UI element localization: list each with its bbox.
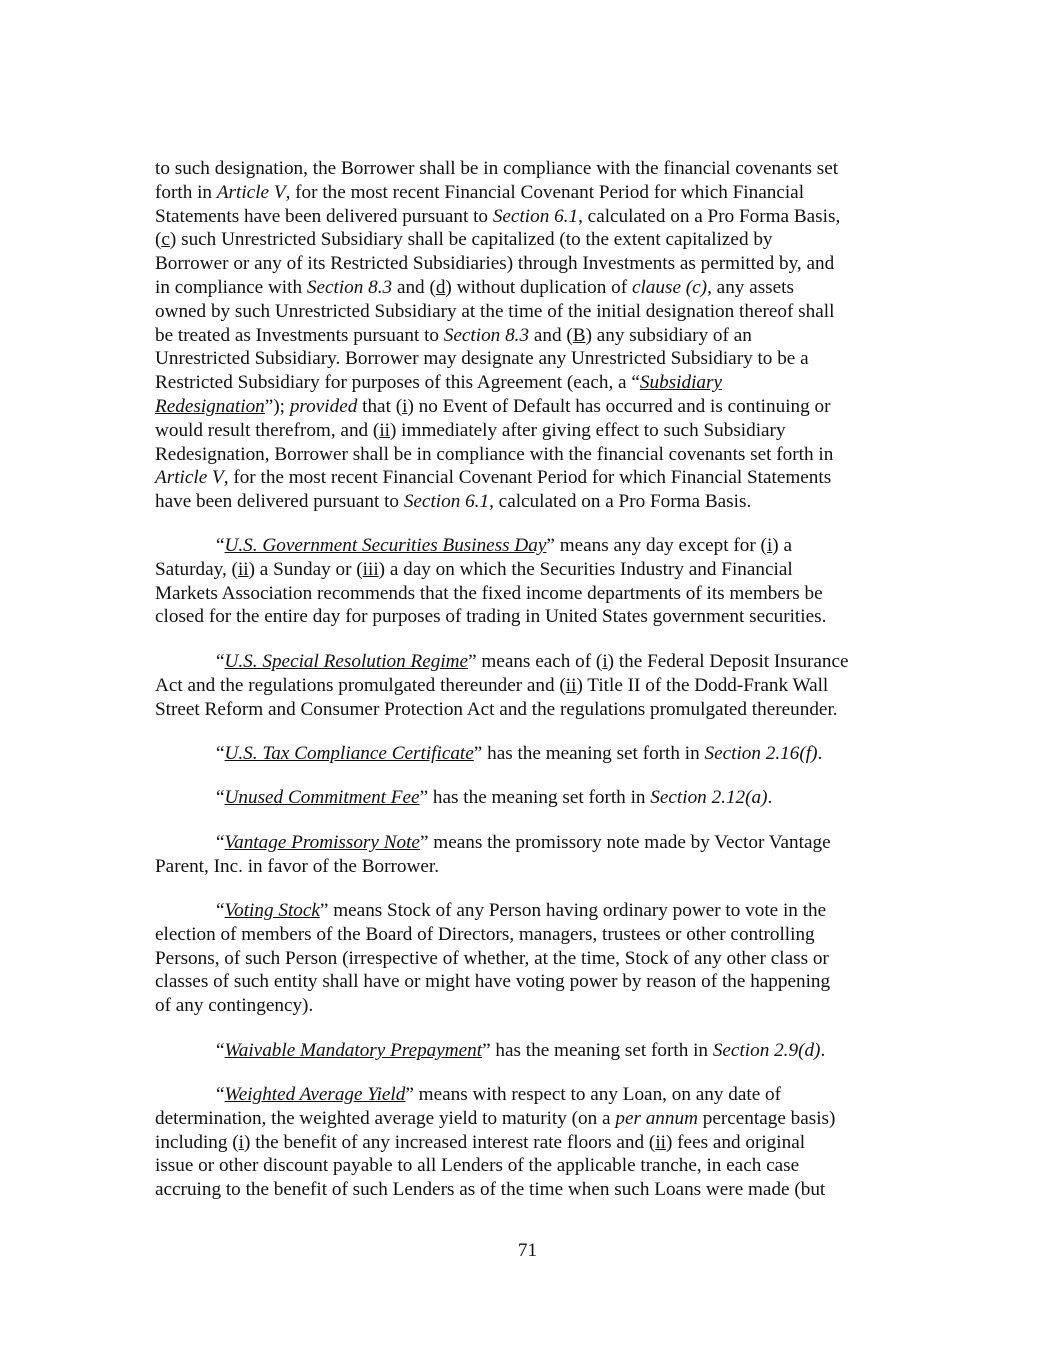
defined-term: Redesignation <box>155 395 265 417</box>
text-line: “U.S. Tax Compliance Certificate” has the meaning set forth in Section 2.16(f). <box>216 743 823 764</box>
text-line: Redesignation”); provided that (i) no Event of Default has occurred and is continuing or <box>155 395 831 417</box>
text-line: closed for the entire day for purposes of trading in United States government securities. <box>155 606 827 628</box>
text-line: Street Reform and Consumer Protection Act and the regulations promulgated thereunder. <box>155 698 838 720</box>
text-line: have been delivered pursuant to Section 6.1, calculated on a Pro Forma Basis. <box>155 491 752 513</box>
text-line: Unrestricted Subsidiary. Borrower may designate any Unrestricted Subsidiary to be a <box>155 348 809 370</box>
text-line: issue or other discount payable to all Lenders of the applicable tranche, in each case <box>155 1155 800 1177</box>
text-line: Act and the regulations promulgated thereunder and (ii) Title II of the Dodd-Frank Wall <box>155 674 829 696</box>
text-line: accruing to the benefit of such Lenders as of the time when such Loans were made (but <box>155 1179 826 1201</box>
text-line: “U.S. Government Securities Business Day” means any day except for (i) a <box>216 535 792 556</box>
definition-vantage-promissory-note <box>155 831 900 879</box>
text-line: forth in Article V, for the most recent Financial Covenant Period for which Financial <box>155 181 805 203</box>
definition-us-tax-compliance-certificate <box>155 742 900 766</box>
text-line: Restricted Subsidiary for purposes of this Agreement (each, a “Subsidiary <box>155 372 722 394</box>
text-line: Parent, Inc. in favor of the Borrower. <box>155 855 439 877</box>
text-line: Statements have been delivered pursuant to Section 6.1, calculated on a Pro Forma Basis, <box>155 205 841 227</box>
text-line: “Vantage Promissory Note” means the promissory note made by Vector Vantage <box>216 832 831 853</box>
text-line: owned by such Unrestricted Subsidiary at the time of the initial designation thereof shall <box>155 300 835 322</box>
definition-weighted-average-yield <box>155 1083 900 1202</box>
text-line: Persons, of such Person (irrespective of whether, at the time, Stock of any other class or <box>155 947 829 969</box>
text-line: to such designation, the Borrower shall be in compliance with the financial covenants set <box>155 158 839 179</box>
definition-unused-commitment-fee <box>155 786 900 810</box>
text-line: “Weighted Average Yield” means with respect to any Loan, on any date of <box>216 1084 781 1105</box>
text-line: “Unused Commitment Fee” has the meaning set forth in Section 2.12(a). <box>216 787 773 808</box>
definition-voting-stock <box>155 899 900 1018</box>
defined-term: Waivable Mandatory Prepayment <box>224 1040 483 1061</box>
text-line: “Voting Stock” means Stock of any Person having ordinary power to vote in the <box>216 900 827 921</box>
defined-term: Vantage Promissory Note <box>224 832 420 853</box>
defined-term: Weighted Average Yield <box>224 1084 406 1105</box>
text-line: “U.S. Special Resolution Regime” means each of (i) the Federal Deposit Insurance <box>216 651 849 672</box>
defined-term: U.S. Special Resolution Regime <box>224 651 469 672</box>
defined-term: U.S. Tax Compliance Certificate <box>224 743 474 764</box>
text-line: (c) such Unrestricted Subsidiary shall be capitalized (to the extent capitalized by <box>155 229 773 251</box>
text-line: Borrower or any of its Restricted Subsidiaries) through Investments as permitted by, and <box>155 253 835 275</box>
definition-waivable-mandatory-prepayment <box>155 1039 900 1063</box>
text-line: of any contingency). <box>155 995 314 1017</box>
text-line: Markets Association recommends that the fixed income departments of its members be <box>155 582 823 604</box>
text-line: “Waivable Mandatory Prepayment” has the meaning set forth in Section 2.9(d). <box>216 1040 826 1061</box>
text-line: determination, the weighted average yield to maturity (on a per annum percentage basis) <box>155 1107 836 1129</box>
defined-term: U.S. Government Securities Business Day <box>224 535 547 556</box>
page-number: 71 <box>517 1240 538 1261</box>
text-line: Article V, for the most recent Financial Covenant Period for which Financial Statements <box>155 467 832 489</box>
text-line: including (i) the benefit of any increased interest rate floors and (ii) fees and original <box>155 1131 806 1153</box>
text-line: would result therefrom, and (ii) immediately after giving effect to such Subsidiary <box>155 419 786 441</box>
text-line: Saturday, (ii) a Sunday or (iii) a day on which the Securities Industry and Financial <box>155 558 793 580</box>
paragraph-unrestricted-subsidiary-continuation <box>155 157 900 514</box>
text-line: election of members of the Board of Directors, managers, trustees or other controlling <box>155 923 815 945</box>
definition-us-government-securities-business-day <box>155 534 900 629</box>
defined-term: Subsidiary <box>639 372 722 394</box>
text-line: classes of such entity shall have or might have voting power by reason of the happening <box>155 971 831 993</box>
defined-term: Voting Stock <box>224 900 320 921</box>
defined-term: Unused Commitment Fee <box>224 787 420 808</box>
text-line: in compliance with Section 8.3 and (d) without duplication of clause (c), any assets <box>155 276 794 298</box>
text-line: Redesignation, Borrower shall be in compliance with the financial covenants set forth in <box>155 443 834 465</box>
text-line: be treated as Investments pursuant to Section 8.3 and (B) any subsidiary of an <box>155 324 752 346</box>
definition-us-special-resolution-regime <box>155 650 900 721</box>
